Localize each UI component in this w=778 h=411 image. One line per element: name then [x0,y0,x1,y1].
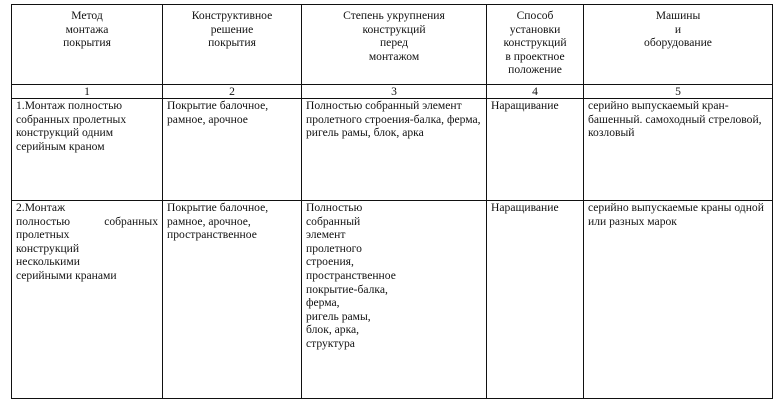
column-number-2: 2 [163,85,302,99]
header-row [12,5,773,85]
cell-machines-equipment: серийно выпускаемый кран-башенный. самоходный стреловой, козловый [584,99,773,201]
cell-method: 2.Монтаж полностью собранных пролетных конструкций несколькими серийными кранами [12,201,163,399]
column-number-5: 5 [584,85,773,99]
cell-installation-method: Наращивание [487,99,584,201]
construction-methods-table [11,4,773,399]
cell-installation-method: Наращивание [487,201,584,399]
header-installation-method: Способ установки конструкций в проектное положение [487,5,584,85]
header-assembly-degree: Степень укрупнения конструкций перед монтажом [302,5,487,85]
table-body [12,99,773,399]
column-number-1: 1 [12,85,163,99]
cell-structural-solution: Покрытие балочное, рамное, арочное [163,99,302,201]
cell-assembly-degree: Полностью собранный элемент пролетного строения, пространственное покрытие-балка, ферма, ригель рамы, блок, арка, структура [302,201,487,399]
header-machines-equipment: Машины и оборудование [584,5,773,85]
cell-assembly-degree: Полностью собранный элемент пролетного строения-балка, ферма, ригель рамы, блок, арка [302,99,487,201]
cell-machines-equipment: серийно выпускаемые краны одной или разных марок [584,201,773,399]
table-row [12,201,773,399]
column-number-row [12,85,773,99]
cell-method: 1.Монтаж полностью собранных пролетных конструкций одним серийным краном [12,99,163,201]
column-number-3: 3 [302,85,487,99]
header-method: Метод монтажа покрытия [12,5,163,85]
table-row [12,99,773,201]
table-header [12,5,773,99]
header-structural-solution: Конструктивное решение покрытия [163,5,302,85]
cell-structural-solution: Покрытие балочное, рамное, арочное, пространственное [163,201,302,399]
column-number-4: 4 [487,85,584,99]
